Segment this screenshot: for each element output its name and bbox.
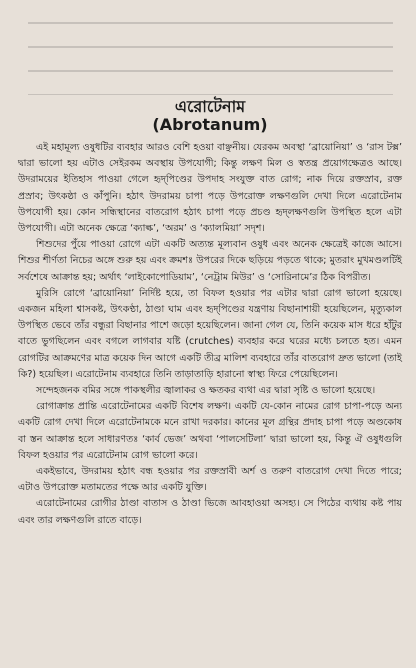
chapter-title-latin: (Abrotanum): [152, 115, 268, 134]
chapter-body: [18, 98, 402, 529]
paragraph: সন্দেহজনক বমির সঙ্গে পাকস্থলীর জ্বালাকর ও ক্ষতকর ব্যথা এর দ্বারা সৃষ্টি ও ভালো হয়েছে।: [36, 385, 376, 397]
paragraph: মুরিসি রোগে ‘ব্রায়োনিয়া’ নির্দিষ্ট হয়ে, তা বিফল হওয়ার পর এটার দ্বারা রোগ ভালো হয়েছে। একজন মহিলা শ্বাসকষ্ট, উৎকণ্ঠা, ঠাণ্ডা ঘাম এবং হৃদ্‌পিণ্ডের যন্ত্রণায় বিছানাশায়ী হয়েছিলেন, মৃত্যুকাল উপস্থিত ভেবে তাঁর বন্ধুরা বিছানার পাশে জড়ো হয়েছিলেন। জানা গেল যে, তিনি কয়েক মাস ধরে হাঁটুর বাতে ভুগছিলেন এবং বগলে লাগবার যষ্টি (crutches) ব্যবহার করে ঘরের মধ্যে চলতে হত। এমন রোগটির আক্রমণের মাত্র কয়েক দিন আগে একটি তীব্র মালিশ ব্যবহারে তাঁর বাতরোগ দ্রুত ভালো (তাই কি?) হয়েছিল। এরোটেনাম ব্যবহারে তিনি তাড়াতাড়ি হারানো স্বাস্থ্য ফিরে পেয়েছিলেন।: [18, 287, 402, 380]
paragraph: এই মহামূল্য ওষুধটির ব্যবহার আরও বেশি হওয়া বাঞ্ছনীয়। যেরকম অবস্থা ‘ব্রায়োনিয়া’ ও ‘রাস টক্স’ দ্বারা ভালো হয় এটাও সেইরকম অবস্থায় উপযোগী; কিন্তু লক্ষণ মিল ও স্বতন্ত্র প্রয়োগক্ষেত্রও আছে। উদরাময়ের ইতিহাস পাওয়া গেলে হৃদ্‌পিণ্ডের উপদাহ সংযুক্ত বাত রোগ; নাক দিয়ে রক্তস্রাব, রক্ত প্রস্রাব; উৎকষ্ঠা ও কাঁপুনি। হঠাৎ উদরাময় চাপা পড়ে উপরোক্ত লক্ষণগুলি দেখা দিলে এরোটেনাম উপযোগী হয়। কোন সন্ধিস্থানের বাতরোগ হঠাৎ চাপা পড়ে প্রচণ্ড হৃদ্‌লক্ষণগুলি উপস্থিত হলে এটা উপযোগী। এটা অনেক ক্ষেত্রে ‘ক্যাল্ক’, ‘অরম’ ও ‘ক্যালমিয়া’ সদৃশ।: [18, 142, 402, 235]
paragraph: শিশুদের পুঁয়ে পাওয়া রোগে এটা একটি অত্যন্ত মূল্যবান ওষুধ এবং অনেক ক্ষেত্রেই কাজে আসে। শিশুর শীর্ণতা নিচের অঙ্গে শুরু হয় এবং ক্রমশঃ উপরের দিকে ছড়িয়ে পড়তে থাকে; মুতরাং মুখমণ্ডলটিই সর্বশেষে আক্রান্ত হয়; অর্থাৎ ‘লাইকোপোডিয়াম’, ‘নেট্রাম মিউর’ ও ‘সোরিনামে’র ঠিক বিপরীত।: [18, 239, 402, 283]
chapter-title-bengali: এরোটেনাম: [174, 97, 246, 116]
paragraph: এরোটেনামের রোগীর ঠাণ্ডা বাতাস ও ঠাণ্ডা ভিজে আবহাওয়া অসহ্য। সে পিঠের ব্যথায় কষ্ট পায় এবং তার লক্ষণগুলি রাতে বাড়ে।: [18, 498, 402, 526]
paragraph: রোগাক্রান্ত প্রান্তি এরোটেনামের একটি বিশেষ লক্ষণ। একটি যে-কোন নামের রোগ চাপা-পড়ে অন্য একটি রোগ দেখা দিলে এরোটেনামকে মনে রাখা দরকার। কানের মূল গ্রন্থির প্রদাহ চাপা পড়ে অণ্ডকোষ বা স্তন আক্রান্ত হলে সাধারণতঃ ‘কার্ব ভেজ’ অথবা ‘পালসেটিলা’ দ্বারা ভালো হয়, কিন্তু ঐ ওষুধগুলি বিফল হওয়ার পর এরোটেনাম রোগ ভালো করে।: [18, 401, 402, 461]
paragraph: একইভাবে, উদরাময় হঠাৎ বন্ধ হওয়ার পর রক্তস্রাবী অর্শ ও তরুণ বাতরোগ দেখা দিতে পারে; এটাও উপরোক্ত মতামতের পক্ষে আর একটি যুক্তি।: [18, 466, 402, 494]
bleed-through-text: [18, 0, 403, 95]
